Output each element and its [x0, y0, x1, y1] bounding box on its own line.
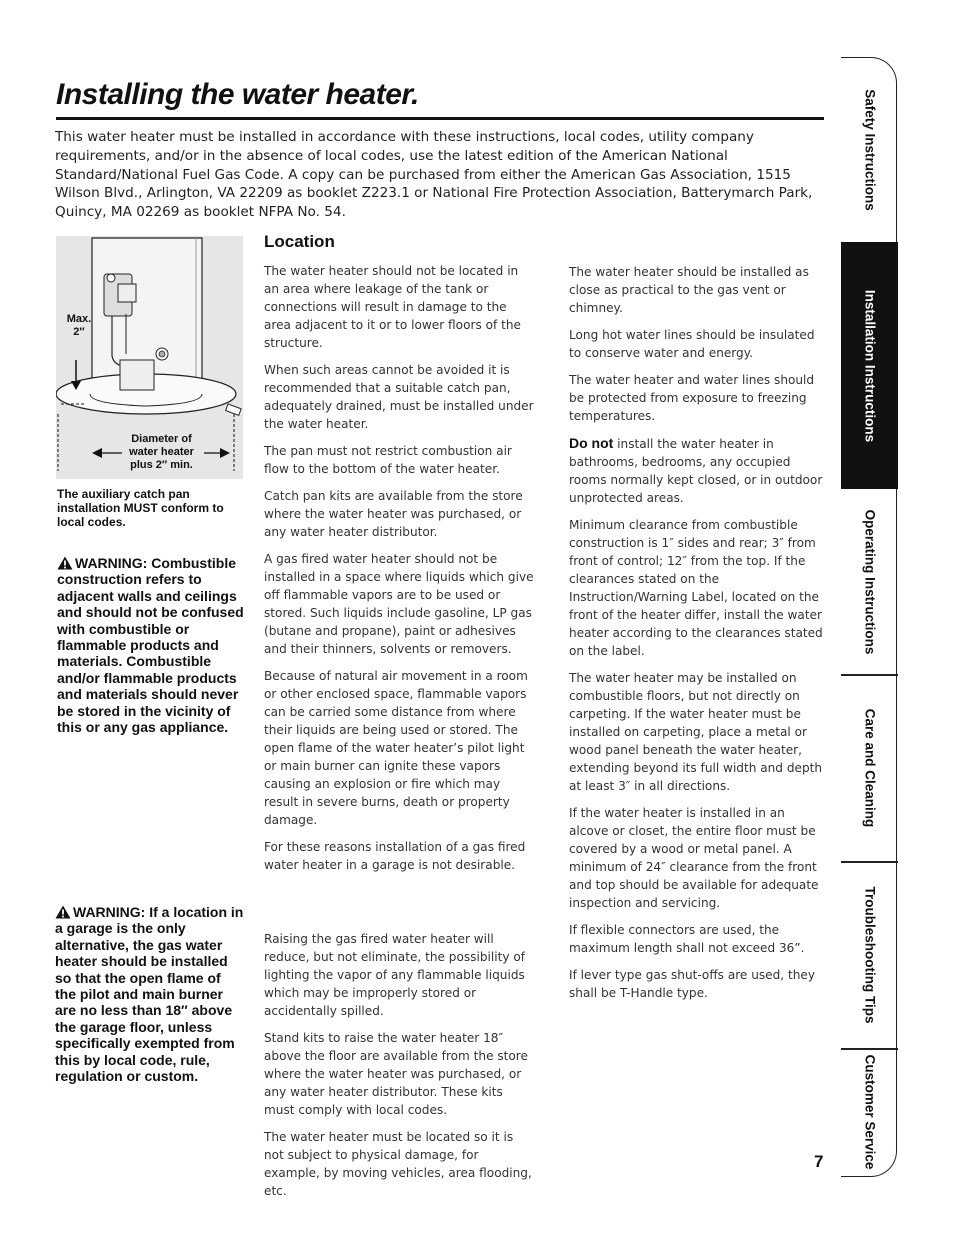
- warning-text: If a location in a garage is the only alternative, the gas water heater should be installed so that the open flame of the pilot and main burner are no less than 18″ above the garage floor, unless specifically exempted from this by local code, rule, regulation or custom.: [55, 904, 244, 1085]
- location-heading: Location: [264, 232, 335, 251]
- paragraph: If the water heater is installed in an alcove or closet, the entire floor must be covered by a wood or metal panel. A minimum of 24″ clearance from the front and top should be available for adequate inspection and servicing.: [569, 806, 819, 910]
- max-label-value: 2″: [73, 326, 85, 338]
- tab-label: Operating Instructions: [862, 509, 877, 654]
- diameter-line-2: water heater: [129, 446, 194, 458]
- section-tabs: [841, 57, 898, 1177]
- tab-safety-instructions[interactable]: [841, 57, 898, 242]
- paragraph: Stand kits to raise the water heater 18″ above the floor are available from the store where the water heater was purchased, or any water heater distributor. These kits must comply with local codes.: [264, 1031, 528, 1117]
- diameter-line-3: plus 2″ min.: [130, 459, 193, 471]
- diameter-line-1: Diameter of: [131, 433, 192, 445]
- catch-pan-figure: [56, 236, 243, 479]
- warning-garage: [55, 904, 245, 1084]
- tab-label: Safety Instructions: [862, 88, 877, 211]
- paragraph: The water heater may be installed on combustible floors, but not directly on carpeting. If the water heater must be installed on carpeting, place a metal or wood panel beneath the water heater, extending beyond its full width and depth at least 3″ in all directions.: [569, 671, 823, 793]
- do-not-text: install the water heater in bathrooms, bedrooms, any occupied rooms normally kept closed, or in outdoor unprotected areas.: [569, 437, 823, 505]
- paragraph: The water heater must be located so it is not subject to physical damage, for example, by moving vehicles, area flooding, etc.: [264, 1130, 532, 1198]
- tab-label: Troubleshooting Tips: [862, 886, 877, 1024]
- location-column-right: [569, 263, 825, 1011]
- tab-label: Installation Instructions: [862, 289, 877, 442]
- warning-triangle-icon: [55, 905, 71, 919]
- paragraph: Minimum clearance from combustible construction is 1″ sides and rear; 3″ from front of control; 12″ from the top. If the clearances stated on the Instruction/Warning Label, located on the front of the heater differ, install the water heater according to the clearances stated on the label.: [569, 518, 823, 658]
- tab-installation-instructions[interactable]: [841, 242, 898, 489]
- paragraph: The water heater and water lines should be protected from exposure to freezing temperatures.: [569, 373, 815, 423]
- max-label-text: Max.: [66, 313, 92, 325]
- diameter-label: [114, 433, 209, 472]
- paragraph: If lever type gas shut-offs are used, they shall be T-Handle type.: [569, 968, 815, 1000]
- paragraph: Long hot water lines should be insulated to conserve water and energy.: [569, 328, 815, 360]
- paragraph: The water heater should be installed as close as practical to the gas vent or chimney.: [569, 265, 809, 315]
- max-label: [64, 313, 94, 339]
- warning-label: WARNING:: [73, 904, 146, 920]
- figure-caption: The auxiliary catch pan installation MUST conform to local codes.: [57, 487, 224, 529]
- tab-label: Customer Service: [862, 1054, 877, 1170]
- paragraph: Raising the gas fired water heater will reduce, but not eliminate, the possibility of lighting the vapor of any flammable liquids which may be improperly stored or accidentally spilled.: [264, 932, 525, 1018]
- paragraph: A gas fired water heater should not be installed in a space where liquids which give off flammable vapors are to be used or stored. Such liquids include gasoline, LP gas (butane and propane), paint or adhesives and their thinners, solvents or removers.: [264, 552, 534, 656]
- paragraph: Catch pan kits are available from the store where the water heater was purchased, or any water heater distributor.: [264, 489, 523, 539]
- warning-triangle-icon: [57, 556, 73, 570]
- page-title: Installing the water heater.: [56, 78, 419, 111]
- paragraph-do-not: [569, 434, 825, 507]
- tab-care-and-cleaning[interactable]: [841, 675, 898, 861]
- paragraph: Because of natural air movement in a room or other enclosed space, flammable vapors can be carried some distance from where their liquids are being used or stored. The open flame of the water heater’s pilot light or main burner can ignite these vapors causing an explosion or fire which may result in severe burns, death or property damage.: [264, 669, 528, 827]
- warning-text: Combustible construction refers to adjacent walls and ceilings and should not be confused with combustible or flammable products and materials. Combustible and/or flammable products and materials should never be stored in the vicinity of this or any gas appliance.: [57, 555, 244, 736]
- tab-customer-service[interactable]: [841, 1049, 898, 1175]
- tab-troubleshooting-tips[interactable]: [841, 862, 898, 1048]
- paragraph: The pan must not restrict combustion air flow to the bottom of the water heater.: [264, 444, 512, 476]
- tab-label: Care and Cleaning: [862, 708, 877, 828]
- paragraph: If flexible connectors are used, the maximum length shall not exceed 36”.: [569, 923, 805, 955]
- warning-label: WARNING:: [75, 555, 148, 571]
- paragraph: The water heater should not be located in an area where leakage of the tank or connections will result in damage to the area adjacent to it or to lower floors of the structure.: [264, 264, 521, 350]
- tab-operating-instructions[interactable]: [841, 489, 898, 674]
- page-number: 7: [814, 1152, 824, 1171]
- intro-paragraph: This water heater must be installed in accordance with these instructions, local codes, utility company requirements, and/or in the absence of local codes, use the latest edition of the American National Standard/National Fuel Gas Code. A copy can be purchased from either the American Gas Association, 1515 Wilson Blvd., Arlington, VA 22209 as booklet Z223.1 or National Fire Protection Association, Batterymarch Park, Quincy, MA 02269 as booklet NFPA No. 54.: [55, 129, 813, 221]
- paragraph: For these reasons installation of a gas fired water heater in a garage is not desirable.: [264, 840, 526, 872]
- warning-combustible: [57, 555, 247, 735]
- location-column-left: [264, 262, 536, 1209]
- do-not-emphasis: Do not: [569, 435, 614, 451]
- paragraph: When such areas cannot be avoided it is recommended that a suitable catch pan, adequately drained, must be installed under the water heater.: [264, 363, 534, 431]
- title-rule: [56, 117, 824, 120]
